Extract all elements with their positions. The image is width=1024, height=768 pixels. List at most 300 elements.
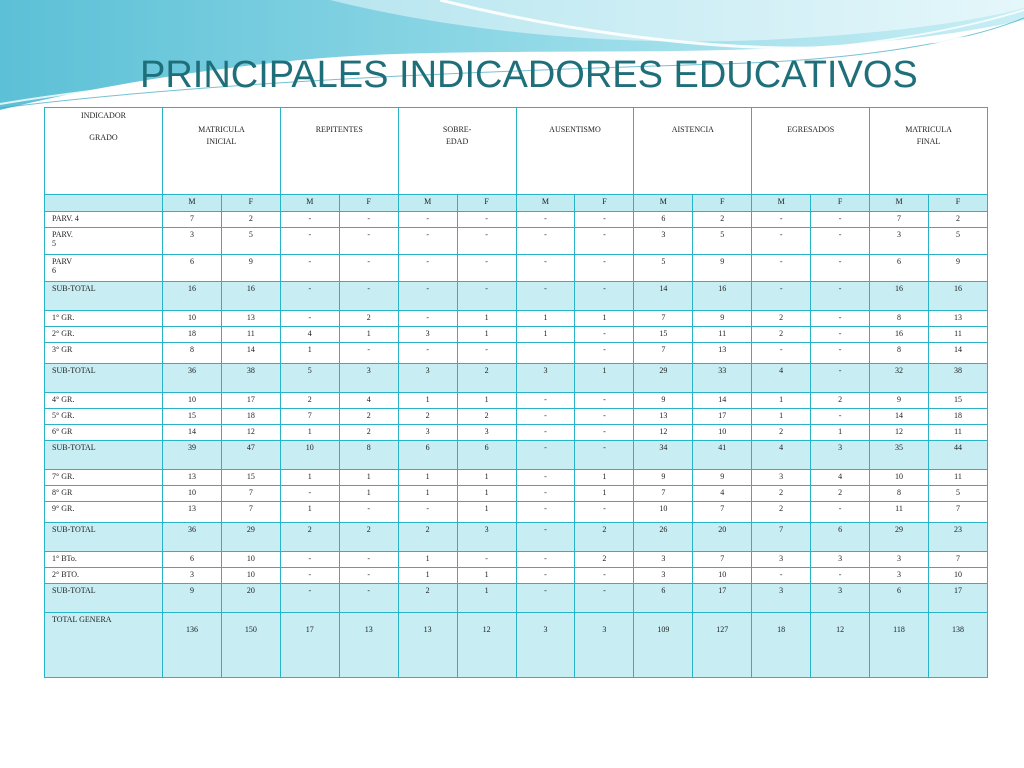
- table-cell: 1: [457, 393, 516, 409]
- col-header-matricula-final: MATRICULA FINAL: [870, 108, 988, 195]
- table-cell: -: [575, 568, 634, 584]
- table-cell: 1: [752, 409, 811, 425]
- table-row: [45, 470, 988, 486]
- table-cell: 2: [752, 486, 811, 502]
- gender-header-cell: F: [693, 195, 752, 212]
- row-label-line: SUB-TOTAL: [52, 443, 96, 452]
- table-cell: 3: [163, 568, 222, 584]
- table-cell: 6: [634, 212, 693, 228]
- row-label-line: 1° GR.: [52, 313, 75, 322]
- table-cell: 11: [928, 425, 987, 441]
- table-cell: 2: [752, 311, 811, 327]
- table-cell: 3: [339, 364, 398, 393]
- table-cell: 13: [634, 409, 693, 425]
- table-row: [45, 228, 988, 255]
- gender-header-row: [45, 195, 988, 212]
- table-cell: 14: [870, 409, 929, 425]
- table-cell: 39: [163, 441, 222, 470]
- table-cell: 36: [163, 364, 222, 393]
- table-cell: 5: [634, 255, 693, 282]
- table-cell: 9: [693, 255, 752, 282]
- col-header-repitentes: REPITENTES: [280, 108, 398, 195]
- table-cell: 29: [221, 523, 280, 552]
- table-row: [45, 552, 988, 568]
- table-cell: 2: [693, 212, 752, 228]
- table-cell: 2: [339, 409, 398, 425]
- table-cell: 7: [634, 343, 693, 364]
- row-label-line: PARV.: [52, 230, 73, 239]
- table-cell: 10: [163, 486, 222, 502]
- table-cell: 2: [339, 523, 398, 552]
- col-header-ausentismo: AUSENTISMO: [516, 108, 634, 195]
- table-cell: 3: [870, 552, 929, 568]
- table-cell: 3: [516, 364, 575, 393]
- row-label: [45, 212, 163, 228]
- row-label: [45, 568, 163, 584]
- table-cell: 4: [811, 470, 870, 486]
- row-label: [45, 613, 163, 678]
- table-cell: 1: [457, 502, 516, 523]
- table-cell: -: [575, 425, 634, 441]
- table-cell: -: [398, 311, 457, 327]
- table-cell: -: [811, 502, 870, 523]
- table-cell: 34: [634, 441, 693, 470]
- table-cell: -: [339, 552, 398, 568]
- table-cell: 9: [870, 393, 929, 409]
- table-cell: -: [575, 327, 634, 343]
- table-cell: 14: [163, 425, 222, 441]
- table-cell: 18: [163, 327, 222, 343]
- table-cell: 9: [693, 311, 752, 327]
- table-cell: 7: [163, 212, 222, 228]
- table-cell: 20: [221, 584, 280, 613]
- table-cell: -: [575, 228, 634, 255]
- table-cell: -: [811, 568, 870, 584]
- table-cell: 11: [221, 327, 280, 343]
- table-cell: -: [516, 409, 575, 425]
- table-cell: 6: [634, 584, 693, 613]
- gender-header-cell: M: [752, 195, 811, 212]
- table-cell: 15: [221, 470, 280, 486]
- gender-header-blank: [45, 195, 163, 212]
- table-cell: 3: [575, 613, 634, 678]
- table-cell: 35: [870, 441, 929, 470]
- table-cell: 16: [928, 282, 987, 311]
- row-label: [45, 311, 163, 327]
- table-cell: 11: [928, 327, 987, 343]
- table-cell: 7: [693, 552, 752, 568]
- table-cell: -: [457, 255, 516, 282]
- table-cell: -: [339, 343, 398, 364]
- table-cell: 2: [398, 584, 457, 613]
- row-label: [45, 282, 163, 311]
- table-cell: 16: [221, 282, 280, 311]
- table-cell: 1: [339, 486, 398, 502]
- table-cell: 29: [634, 364, 693, 393]
- table-cell: 14: [634, 282, 693, 311]
- table-cell: 17: [928, 584, 987, 613]
- gender-header-cell: F: [575, 195, 634, 212]
- table-cell: 1: [457, 311, 516, 327]
- row-label-line: 2° BTO.: [52, 570, 80, 579]
- table-cell: -: [516, 470, 575, 486]
- table-cell: 1: [811, 425, 870, 441]
- table-cell: -: [811, 228, 870, 255]
- table-cell: 9: [634, 393, 693, 409]
- row-label-line: SUB-TOTAL: [52, 284, 96, 293]
- row-label-line: 4° GR.: [52, 395, 75, 404]
- table-cell: 10: [221, 552, 280, 568]
- table-cell: -: [575, 584, 634, 613]
- table-cell: 4: [752, 441, 811, 470]
- row-label: [45, 255, 163, 282]
- table-cell: 36: [163, 523, 222, 552]
- table-cell: 12: [221, 425, 280, 441]
- table-cell: 6: [163, 552, 222, 568]
- table-cell: 2: [811, 486, 870, 502]
- table-cell: 16: [870, 282, 929, 311]
- table-cell: 3: [870, 568, 929, 584]
- table-cell: -: [457, 343, 516, 364]
- row-label-line: TOTAL GENERA: [52, 615, 112, 624]
- table-cell: -: [339, 228, 398, 255]
- table-cell: -: [398, 343, 457, 364]
- table-cell: 8: [339, 441, 398, 470]
- table-cell: 6: [163, 255, 222, 282]
- table-cell: -: [516, 212, 575, 228]
- table-cell: 5: [928, 486, 987, 502]
- gender-header-cell: M: [280, 195, 339, 212]
- table-cell: 23: [928, 523, 987, 552]
- table-cell: 1: [575, 486, 634, 502]
- table-cell: -: [516, 282, 575, 311]
- table-cell: 11: [928, 470, 987, 486]
- table-cell: 47: [221, 441, 280, 470]
- table-cell: 1: [339, 327, 398, 343]
- row-label: [45, 327, 163, 343]
- table-cell: 1: [280, 470, 339, 486]
- table-cell: -: [398, 502, 457, 523]
- row-label-line: SUB-TOTAL: [52, 366, 96, 375]
- gender-header-cell: F: [928, 195, 987, 212]
- table-cell: -: [752, 255, 811, 282]
- row-label: [45, 502, 163, 523]
- table-cell: -: [280, 584, 339, 613]
- table-cell: 33: [693, 364, 752, 393]
- table-cell: -: [457, 552, 516, 568]
- table-row: [45, 393, 988, 409]
- gender-header-cell: F: [339, 195, 398, 212]
- table-cell: 12: [457, 613, 516, 678]
- table-cell: 1: [457, 568, 516, 584]
- table-cell: 3: [163, 228, 222, 255]
- table-cell: -: [811, 212, 870, 228]
- col-header-matricula-inicial: MATRICULA INICIAL: [163, 108, 281, 195]
- table-cell: -: [398, 255, 457, 282]
- table-cell: 7: [221, 502, 280, 523]
- table-cell: 29: [870, 523, 929, 552]
- row-label-line: 5: [52, 239, 56, 248]
- gender-header-cell: M: [398, 195, 457, 212]
- table-cell: 5: [221, 228, 280, 255]
- table-cell: 10: [280, 441, 339, 470]
- table-cell: 3: [811, 584, 870, 613]
- table-cell: 10: [693, 425, 752, 441]
- table-cell: 2: [339, 311, 398, 327]
- row-label: [45, 470, 163, 486]
- table-cell: 7: [221, 486, 280, 502]
- table-cell: 3: [516, 613, 575, 678]
- table-cell: 1: [752, 393, 811, 409]
- table-cell: -: [280, 486, 339, 502]
- table-row: [45, 409, 988, 425]
- table-cell: 3: [398, 425, 457, 441]
- table-cell: -: [280, 552, 339, 568]
- col-header-sobre-edad: SOBRE- EDAD: [398, 108, 516, 195]
- table-cell: 1: [516, 311, 575, 327]
- row-label: [45, 584, 163, 613]
- table-cell: 2: [280, 523, 339, 552]
- table-cell: -: [516, 523, 575, 552]
- col-header-aistencia: AISTENCIA: [634, 108, 752, 195]
- table-cell: 15: [163, 409, 222, 425]
- row-label: [45, 523, 163, 552]
- table-cell: 2: [752, 425, 811, 441]
- table-cell: -: [280, 568, 339, 584]
- table-cell: -: [575, 441, 634, 470]
- row-label-line: 7° GR.: [52, 472, 75, 481]
- table-cell: 2: [575, 523, 634, 552]
- table-cell: -: [516, 228, 575, 255]
- table-cell: 16: [163, 282, 222, 311]
- table-cell: -: [811, 343, 870, 364]
- table-cell: 38: [928, 364, 987, 393]
- row-label-line: 6° GR: [52, 427, 73, 436]
- table-row: [45, 255, 988, 282]
- row-label: [45, 441, 163, 470]
- col-header-egresados: EGRESADOS: [752, 108, 870, 195]
- table-cell: 7: [928, 552, 987, 568]
- indicador-label: INDICADOR: [81, 111, 126, 120]
- table-cell: 2: [339, 425, 398, 441]
- table-cell: 1: [457, 327, 516, 343]
- row-label: [45, 552, 163, 568]
- table-cell: 1: [339, 470, 398, 486]
- table-cell: 3: [752, 470, 811, 486]
- table-cell: 3: [634, 552, 693, 568]
- table-cell: 2: [752, 327, 811, 343]
- table-cell: 7: [634, 486, 693, 502]
- row-label: [45, 486, 163, 502]
- table-cell: 8: [870, 486, 929, 502]
- table-cell: -: [752, 282, 811, 311]
- table-cell: 9: [928, 255, 987, 282]
- table-cell: 118: [870, 613, 929, 678]
- row-label-line: 3° GR: [52, 345, 73, 354]
- table-cell: 13: [339, 613, 398, 678]
- table-cell: 1: [457, 584, 516, 613]
- table-cell: 13: [221, 311, 280, 327]
- table-cell: 2: [398, 523, 457, 552]
- row-label-line: PARV. 4: [52, 214, 79, 223]
- table-cell: 1: [575, 311, 634, 327]
- table-cell: -: [516, 502, 575, 523]
- table-cell: 4: [752, 364, 811, 393]
- table-cell: 127: [693, 613, 752, 678]
- table-cell: 3: [634, 228, 693, 255]
- table-cell: -: [752, 212, 811, 228]
- row-label-line: 9° GR.: [52, 504, 75, 513]
- table-cell: 38: [221, 364, 280, 393]
- table-cell: 136: [163, 613, 222, 678]
- table-cell: 1: [398, 552, 457, 568]
- table-cell: 5: [928, 228, 987, 255]
- subtotal-row: [45, 364, 988, 393]
- table-cell: -: [752, 343, 811, 364]
- table-cell: 9: [634, 470, 693, 486]
- table-cell: -: [811, 255, 870, 282]
- table-cell: 1: [280, 425, 339, 441]
- table-cell: -: [811, 282, 870, 311]
- table-cell: 1: [398, 486, 457, 502]
- table-cell: 2: [928, 212, 987, 228]
- table-cell: 14: [928, 343, 987, 364]
- table-row: [45, 327, 988, 343]
- table-cell: 18: [221, 409, 280, 425]
- gender-header-cell: M: [870, 195, 929, 212]
- table-cell: 2: [457, 409, 516, 425]
- table-cell: 3: [811, 552, 870, 568]
- table-cell: 3: [752, 584, 811, 613]
- table-cell: 10: [693, 568, 752, 584]
- table-cell: -: [811, 327, 870, 343]
- row-label-line: 2° GR.: [52, 329, 75, 338]
- table-cell: 2: [457, 364, 516, 393]
- header-row: [45, 108, 988, 195]
- table-cell: 16: [870, 327, 929, 343]
- table-cell: 13: [398, 613, 457, 678]
- table-cell: 3: [457, 523, 516, 552]
- table-cell: 1: [280, 343, 339, 364]
- row-label: [45, 228, 163, 255]
- table-cell: 1: [575, 364, 634, 393]
- table-cell: 1: [398, 470, 457, 486]
- row-label-line: 1° BTo.: [52, 554, 77, 563]
- table-cell: 11: [693, 327, 752, 343]
- gender-header-cell: M: [634, 195, 693, 212]
- table-cell: 26: [634, 523, 693, 552]
- table-cell: 6: [870, 255, 929, 282]
- table-cell: 7: [280, 409, 339, 425]
- subtotal-row: [45, 441, 988, 470]
- gender-header-cell: F: [221, 195, 280, 212]
- table-cell: 10: [163, 393, 222, 409]
- table-cell: 1: [575, 470, 634, 486]
- table-cell: 44: [928, 441, 987, 470]
- table-cell: 2: [811, 393, 870, 409]
- table-row: [45, 311, 988, 327]
- table-cell: 15: [634, 327, 693, 343]
- table-cell: 4: [280, 327, 339, 343]
- table-cell: 13: [693, 343, 752, 364]
- subtotal-row: [45, 523, 988, 552]
- table-cell: 17: [693, 409, 752, 425]
- table-cell: -: [516, 255, 575, 282]
- table-cell: 18: [752, 613, 811, 678]
- row-label: [45, 409, 163, 425]
- row-label-line: PARV: [52, 257, 72, 266]
- table-row: [45, 425, 988, 441]
- table-cell: 13: [163, 502, 222, 523]
- table-cell: -: [516, 568, 575, 584]
- table-cell: -: [516, 486, 575, 502]
- table-cell: 10: [163, 311, 222, 327]
- table-cell: -: [516, 584, 575, 613]
- table-cell: 3: [811, 441, 870, 470]
- table-cell: 10: [928, 568, 987, 584]
- gender-header-cell: M: [163, 195, 222, 212]
- table-cell: 5: [693, 228, 752, 255]
- table-row: [45, 212, 988, 228]
- table-cell: -: [457, 228, 516, 255]
- table-cell: -: [398, 228, 457, 255]
- table-cell: -: [575, 255, 634, 282]
- row-label: [45, 393, 163, 409]
- table-row: [45, 343, 988, 364]
- table-cell: 2: [752, 502, 811, 523]
- table-cell: 13: [928, 311, 987, 327]
- table-cell: 14: [693, 393, 752, 409]
- row-label-line: 6: [52, 266, 56, 275]
- row-label-line: 5° GR.: [52, 411, 75, 420]
- table-cell: 1: [457, 470, 516, 486]
- table-cell: 9: [221, 255, 280, 282]
- table-cell: -: [280, 311, 339, 327]
- table-cell: 16: [693, 282, 752, 311]
- table-cell: -: [457, 282, 516, 311]
- table-cell: 2: [575, 552, 634, 568]
- table-cell: 17: [693, 584, 752, 613]
- subtotal-row: [45, 282, 988, 311]
- page-title: PRINCIPALES INDICADORES EDUCATIVOS: [140, 54, 918, 96]
- table-cell: -: [516, 425, 575, 441]
- table-cell: 7: [693, 502, 752, 523]
- grado-label: GRADO: [89, 133, 118, 142]
- table-row: [45, 502, 988, 523]
- table-cell: 12: [634, 425, 693, 441]
- table-cell: -: [575, 502, 634, 523]
- table-cell: 109: [634, 613, 693, 678]
- subtotal-row: [45, 584, 988, 613]
- table-cell: 8: [870, 343, 929, 364]
- table-cell: 3: [457, 425, 516, 441]
- row-label: [45, 343, 163, 364]
- table-cell: 1: [457, 486, 516, 502]
- table-cell: -: [339, 255, 398, 282]
- row-label: [45, 364, 163, 393]
- row-label-line: SUB-TOTAL: [52, 525, 96, 534]
- gender-header-cell: M: [516, 195, 575, 212]
- table-cell: 2: [221, 212, 280, 228]
- gender-header-cell: F: [457, 195, 516, 212]
- table-cell: 18: [928, 409, 987, 425]
- table-cell: -: [339, 568, 398, 584]
- table-cell: -: [575, 393, 634, 409]
- table-cell: 150: [221, 613, 280, 678]
- table-cell: -: [811, 311, 870, 327]
- table-cell: -: [339, 212, 398, 228]
- indicador-grado-header: [45, 108, 163, 195]
